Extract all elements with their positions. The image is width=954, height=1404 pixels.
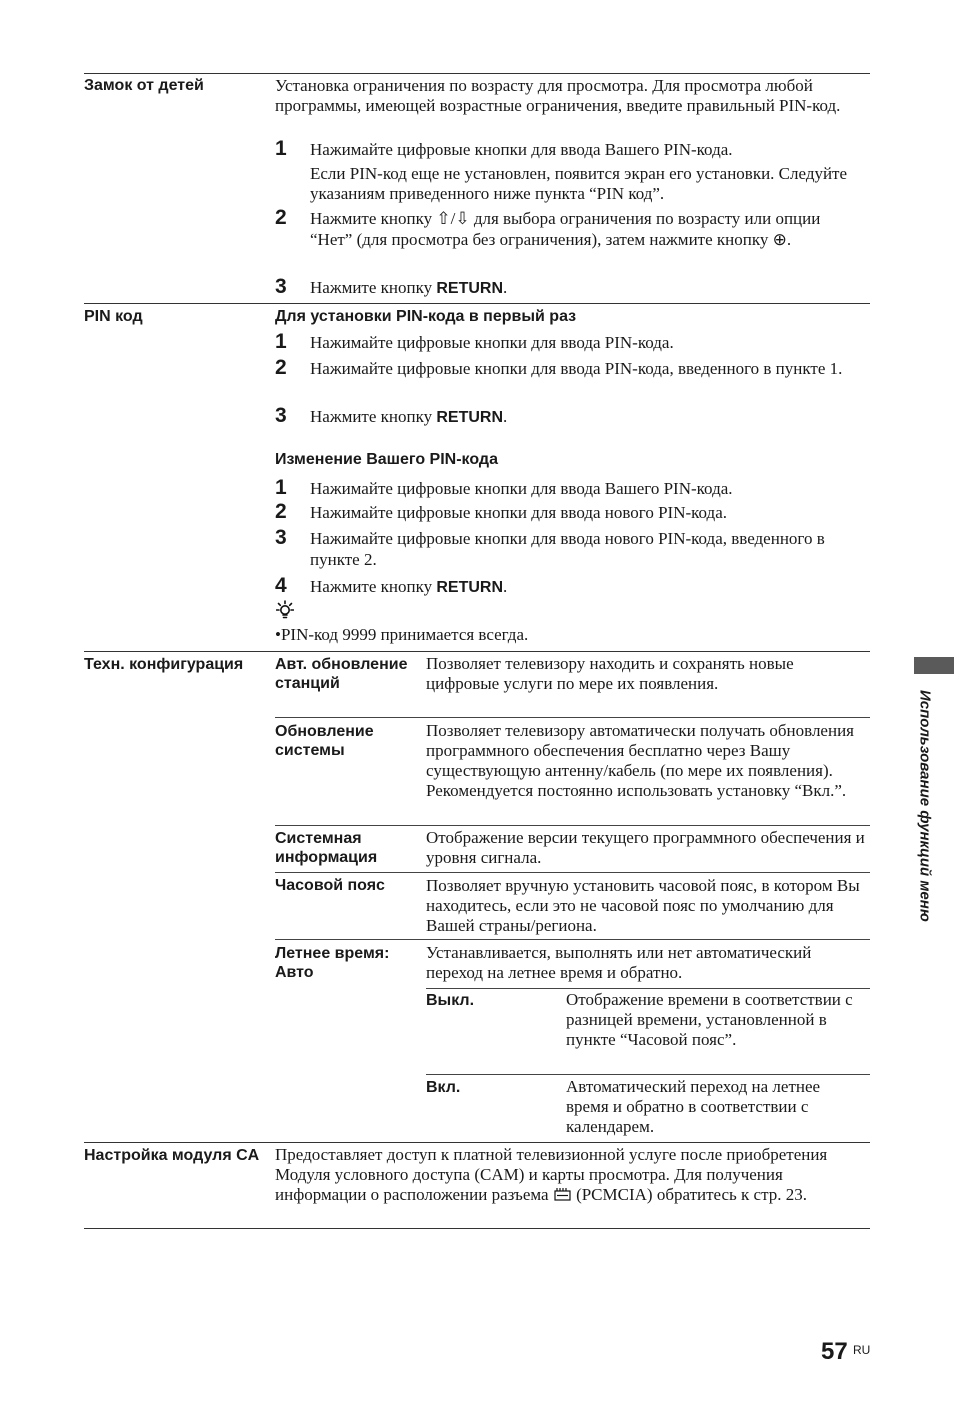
step-number: 4 — [275, 574, 287, 597]
step-text: Нажимайте цифровые кнопки для ввода PIN-кода, введенного в пункте 1. — [310, 359, 843, 378]
divider — [84, 73, 870, 74]
divider — [84, 1142, 870, 1143]
divider — [84, 651, 870, 652]
return-key-label: RETURN — [436, 409, 504, 426]
pin-change-heading: Изменение Вашего PIN-кода — [275, 451, 498, 468]
step-number: 2 — [275, 206, 287, 229]
step-text — [310, 576, 850, 598]
step-text-part: . — [503, 407, 508, 426]
step-text-part: Нажмите кнопку — [310, 278, 437, 297]
ca-module-label: Настройка модуля CA — [84, 1147, 260, 1164]
step-text-part: Нажмите кнопку — [310, 577, 437, 596]
step-text: Нажимайте цифровые кнопки для ввода Вашего PIN-кода. — [310, 479, 733, 498]
ca-module-description — [275, 1145, 850, 1205]
step-number: 3 — [275, 404, 287, 427]
return-key-label: RETURN — [436, 280, 504, 297]
step-text: Нажимайте цифровые кнопки для ввода нового PIN-кода, введенного в пункте 2. — [310, 529, 825, 569]
option-description: Отображение времени в соответствии с разницей времени, установленной в пункте “Часовой пояс”. — [566, 990, 853, 1049]
step-text-part: Нажмите кнопку — [310, 407, 437, 426]
option-label: Выкл. — [426, 992, 475, 1009]
setting-description: Позволяет телевизору автоматически получать обновления программного обеспечения бесплатно через Вашу существующую антенну/кабель (по мере их появления). Рекомендуется постоянно использовать установку “Вкл.”. — [426, 721, 854, 800]
child-lock-label: Замок от детей — [84, 77, 204, 94]
divider — [84, 303, 870, 304]
page-language: RU — [853, 1343, 871, 1357]
option-label: Вкл. — [426, 1079, 461, 1096]
step-text: Нажимайте цифровые кнопки для ввода Вашего PIN-кода. — [310, 140, 733, 159]
section-tab-marker — [914, 657, 954, 674]
step-text — [310, 277, 850, 299]
step-number: 1 — [275, 330, 287, 353]
return-key-label: RETURN — [436, 579, 504, 596]
setting-description: Устанавливается, выполнять или нет автоматический переход на летнее время и обратно. — [426, 943, 812, 982]
step-text-part: . — [503, 278, 508, 297]
tech-config-label: Техн. конфигурация — [84, 656, 244, 673]
divider — [275, 717, 870, 718]
step-text: Нажимайте цифровые кнопки для ввода PIN-кода. — [310, 333, 674, 352]
divider — [275, 939, 870, 940]
section-sidebar — [903, 690, 947, 980]
tip-text: PIN-код 9999 принимается всегда. — [280, 625, 529, 644]
ca-text-part: (PCMCIA) обратитесь к стр. 23. — [571, 1185, 807, 1204]
lightbulb-icon — [276, 600, 294, 620]
setting-label: Летнее время: Авто — [275, 945, 390, 981]
step-number: 3 — [275, 526, 287, 549]
step-number: 2 — [275, 500, 287, 523]
divider — [84, 1228, 870, 1229]
step-text-part: . — [503, 577, 508, 596]
step-number: 1 — [275, 137, 287, 160]
setting-description: Отображение версии текущего программного обеспечения и уровня сигнала. — [426, 828, 865, 867]
setting-description: Позволяет телевизору находить и сохранять новые цифровые услуги по мере их появления. — [426, 654, 794, 693]
pin-first-heading: Для установки PIN-кода в первый раз — [275, 308, 577, 325]
child-lock-intro: Установка ограничения по возрасту для просмотра. Для просмотра любой программы, имеющей возрастные ограничения, введите правильный PIN-код. — [275, 76, 841, 115]
step-text: Нажимайте цифровые кнопки для ввода нового PIN-кода. — [310, 503, 727, 522]
page-number: 57 — [821, 1338, 848, 1365]
step-note: Если PIN-код еще не установлен, появится экран его установки. Следуйте указаниям приведенного ниже пункта “PIN код”. — [310, 164, 848, 203]
divider — [275, 825, 870, 826]
tip-item — [275, 625, 528, 645]
divider — [275, 872, 870, 873]
setting-description: Позволяет вручную установить часовой пояс, в котором Вы находитесь, если это не часовой пояс по умолчанию для Вашей страны/региона. — [426, 876, 860, 935]
step-text: Нажмите кнопку ⇧/⇩ для выбора ограничения по возрасту или опции “Нет” (для просмотра без ограничения), затем нажмите кнопку ⊕. — [310, 209, 821, 249]
divider — [426, 988, 870, 989]
step-number: 3 — [275, 275, 287, 298]
setting-label: Системная информация — [275, 830, 378, 866]
option-description: Автоматический переход на летнее время и обратно в соответствии с календарем. — [566, 1077, 821, 1136]
divider — [426, 1074, 870, 1075]
step-number: 1 — [275, 476, 287, 499]
step-number: 2 — [275, 356, 287, 379]
bullet: • — [275, 625, 281, 644]
setting-label: Обновление системы — [275, 723, 374, 759]
ca-text-part: Предоставляет доступ к платной телевизионной услуге после приобретения Модуля условного доступа (CAM) и карты просмотра. Для получения информации о расположении разъема — [275, 1145, 828, 1204]
section-title: Использование функций меню — [916, 690, 934, 922]
pin-label: PIN код — [84, 308, 143, 325]
step-text — [310, 406, 850, 428]
setting-label: Авт. обновление станций — [275, 656, 408, 692]
setting-label: Часовой пояс — [275, 877, 385, 894]
card-slot-icon — [553, 1186, 572, 1202]
